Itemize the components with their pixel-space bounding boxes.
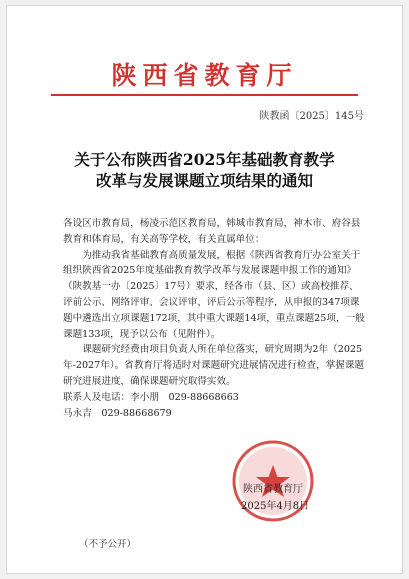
paragraph-1: 为推动我省基础教育高质量发展，根据《陕西省教育厅办公室关于组织陕西省2025年度基础教育教学改革与发展课题申报工作的通知》（陕教基一办〔2025〕17号）要求，经各市（县、区）或高校推荐、评前公示、网络评审、会议评审、评后公示等程序，从申报的347项课题中遴选出立项课题172项，其中重大课题14项，重点课题25项，一般课题133项，现予以公布（见附件）。	[63, 249, 365, 340]
document-title	[7, 149, 402, 191]
signature-date: 2025年4月8日	[241, 501, 310, 512]
recipients: 各设区市教育局，杨凌示范区教育局，韩城市教育局，神木市、府谷县教育和体育局，有关高等学校，有关直属单位：	[63, 218, 361, 245]
paragraph-2: 课题研究经费由项目负责人所在单位落实，研究周期为2年（2025年-2027年）。省教育厅将适时对课题研究进展情况进行检查，掌握课题研究进展进度，确保课题研究取得实效。	[63, 344, 365, 387]
contact-line-2: 马永吉 029-88668679	[63, 407, 172, 419]
disclosure-note: （不予公开）	[79, 539, 137, 550]
agency-header: 陕西省教育厅	[111, 61, 298, 90]
document-number: 陕教函〔2025〕145号	[259, 111, 364, 122]
contact-line-1: 联系人及电话：李小朋 029-88668663	[63, 391, 239, 403]
title-line-1: 关于公布陕西省2025年基础教育教学	[74, 150, 335, 169]
title-line-2: 改革与发展课题立项结果的通知	[95, 171, 313, 190]
document-body	[63, 216, 368, 421]
signature-org: 陕西省教育厅	[243, 484, 303, 495]
red-divider	[51, 94, 358, 96]
document-page	[6, 5, 403, 574]
